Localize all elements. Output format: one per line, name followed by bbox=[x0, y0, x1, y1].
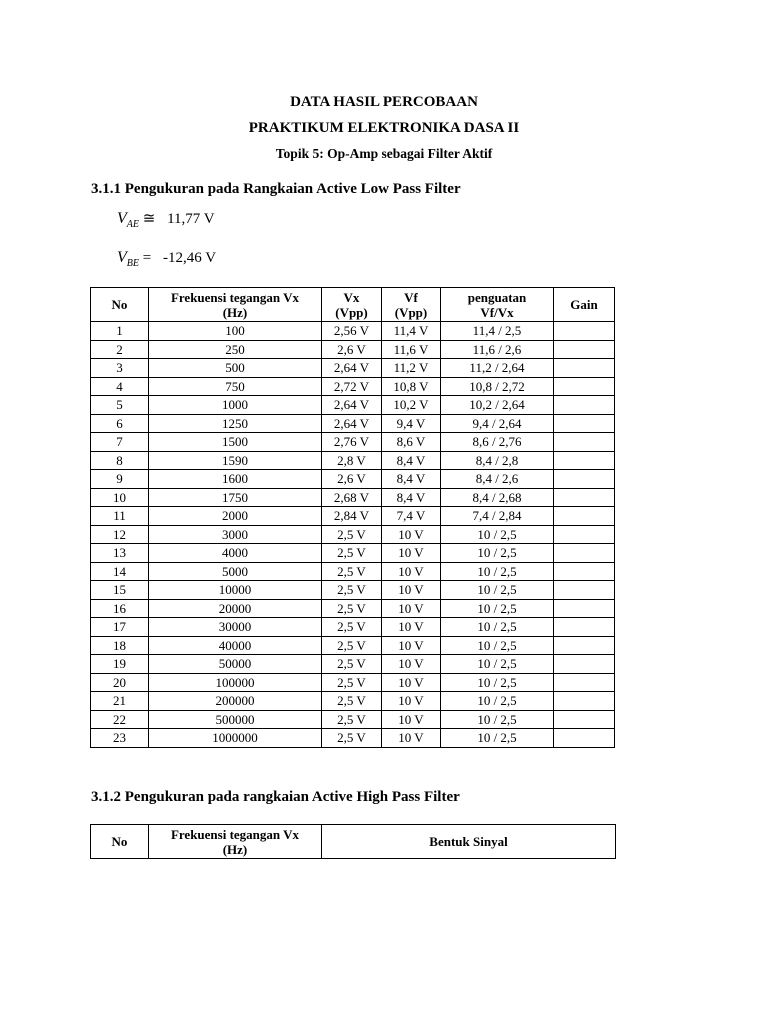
cell-vx: 2,64 V bbox=[322, 396, 382, 415]
cell-no: 11 bbox=[91, 507, 149, 526]
cell-amplification: 10 / 2,5 bbox=[441, 673, 554, 692]
cell-vf: 10 V bbox=[382, 710, 441, 729]
header-vx: Vx (Vpp) bbox=[322, 288, 382, 322]
vbe-measurement bbox=[117, 249, 216, 269]
table-row bbox=[91, 322, 615, 341]
cell-gain bbox=[554, 599, 615, 618]
cell-amplification: 10 / 2,5 bbox=[441, 636, 554, 655]
cell-amplification: 8,4 / 2,6 bbox=[441, 470, 554, 489]
table-row bbox=[91, 488, 615, 507]
cell-frequency: 1590 bbox=[149, 451, 322, 470]
vbe-value: -12,46 V bbox=[162, 250, 217, 266]
cell-vx: 2,6 V bbox=[322, 470, 382, 489]
low-pass-table-header bbox=[91, 288, 615, 322]
table-row bbox=[91, 433, 615, 452]
section-high-pass-title: 3.1.2 Pengukuran pada rangkaian Active High Pass Filter bbox=[91, 789, 460, 805]
cell-no: 4 bbox=[91, 377, 149, 396]
cell-no: 19 bbox=[91, 655, 149, 674]
cell-amplification: 10,2 / 2,64 bbox=[441, 396, 554, 415]
cell-vf: 10 V bbox=[382, 618, 441, 637]
cell-gain bbox=[554, 322, 615, 341]
table-row bbox=[91, 470, 615, 489]
cell-vf: 7,4 V bbox=[382, 507, 441, 526]
cell-vf: 10 V bbox=[382, 544, 441, 563]
cell-vf: 10 V bbox=[382, 581, 441, 600]
cell-frequency: 750 bbox=[149, 377, 322, 396]
cell-vf: 10 V bbox=[382, 692, 441, 711]
table-row bbox=[91, 729, 615, 748]
cell-no: 9 bbox=[91, 470, 149, 489]
cell-gain bbox=[554, 488, 615, 507]
low-pass-table-body bbox=[91, 322, 615, 748]
header-no: No bbox=[91, 825, 149, 859]
table-row bbox=[91, 377, 615, 396]
high-pass-table-header bbox=[91, 825, 616, 859]
cell-vx: 2,6 V bbox=[322, 340, 382, 359]
cell-gain bbox=[554, 544, 615, 563]
cell-vf: 9,4 V bbox=[382, 414, 441, 433]
cell-no: 14 bbox=[91, 562, 149, 581]
cell-gain bbox=[554, 377, 615, 396]
topic-title: Topik 5: Op-Amp sebagai Filter Aktif bbox=[275, 146, 493, 161]
cell-vx: 2,5 V bbox=[322, 581, 382, 600]
cell-amplification: 10 / 2,5 bbox=[441, 525, 554, 544]
vae-relation: ≅ bbox=[142, 211, 156, 227]
cell-no: 12 bbox=[91, 525, 149, 544]
table-row bbox=[91, 359, 615, 378]
cell-frequency: 4000 bbox=[149, 544, 322, 563]
cell-no: 22 bbox=[91, 710, 149, 729]
cell-gain bbox=[554, 618, 615, 637]
cell-no: 2 bbox=[91, 340, 149, 359]
cell-no: 21 bbox=[91, 692, 149, 711]
table-row bbox=[91, 451, 615, 470]
vae-measurement bbox=[117, 209, 215, 230]
vbe-symbol: V bbox=[117, 249, 127, 266]
cell-gain bbox=[554, 636, 615, 655]
cell-vf: 8,4 V bbox=[382, 451, 441, 470]
cell-vx: 2,56 V bbox=[322, 322, 382, 341]
cell-vx: 2,5 V bbox=[322, 729, 382, 748]
table-row bbox=[91, 618, 615, 637]
table-row bbox=[91, 599, 615, 618]
cell-no: 23 bbox=[91, 729, 149, 748]
cell-amplification: 9,4 / 2,64 bbox=[441, 414, 554, 433]
cell-gain bbox=[554, 396, 615, 415]
cell-amplification: 8,4 / 2,68 bbox=[441, 488, 554, 507]
cell-gain bbox=[554, 710, 615, 729]
cell-frequency: 20000 bbox=[149, 599, 322, 618]
cell-amplification: 10 / 2,5 bbox=[441, 710, 554, 729]
table-row bbox=[91, 414, 615, 433]
cell-vx: 2,5 V bbox=[322, 618, 382, 637]
table-row bbox=[91, 562, 615, 581]
cell-gain bbox=[554, 470, 615, 489]
cell-vx: 2,5 V bbox=[322, 544, 382, 563]
cell-vf: 10,2 V bbox=[382, 396, 441, 415]
header-frequency: Frekuensi tegangan Vx (Hz) bbox=[149, 825, 322, 859]
cell-amplification: 10 / 2,5 bbox=[441, 729, 554, 748]
cell-frequency: 5000 bbox=[149, 562, 322, 581]
cell-vf: 10 V bbox=[382, 636, 441, 655]
cell-amplification: 10 / 2,5 bbox=[441, 581, 554, 600]
cell-gain bbox=[554, 581, 615, 600]
table-row bbox=[91, 525, 615, 544]
cell-no: 15 bbox=[91, 581, 149, 600]
vbe-relation: = bbox=[142, 250, 152, 266]
vae-symbol: V bbox=[117, 210, 127, 227]
cell-vx: 2,8 V bbox=[322, 451, 382, 470]
cell-amplification: 10 / 2,5 bbox=[441, 618, 554, 637]
cell-vx: 2,5 V bbox=[322, 710, 382, 729]
cell-gain bbox=[554, 673, 615, 692]
table-row bbox=[91, 507, 615, 526]
high-pass-table bbox=[90, 824, 616, 859]
cell-no: 10 bbox=[91, 488, 149, 507]
cell-amplification: 10 / 2,5 bbox=[441, 692, 554, 711]
vae-subscript: AE bbox=[126, 219, 139, 230]
cell-vf: 10 V bbox=[382, 525, 441, 544]
cell-gain bbox=[554, 507, 615, 526]
cell-gain bbox=[554, 729, 615, 748]
cell-vx: 2,72 V bbox=[322, 377, 382, 396]
cell-gain bbox=[554, 414, 615, 433]
cell-vf: 10 V bbox=[382, 562, 441, 581]
cell-vf: 8,4 V bbox=[382, 488, 441, 507]
cell-vx: 2,5 V bbox=[322, 655, 382, 674]
cell-vf: 10 V bbox=[382, 673, 441, 692]
table-row bbox=[91, 636, 615, 655]
cell-no: 13 bbox=[91, 544, 149, 563]
cell-amplification: 10 / 2,5 bbox=[441, 655, 554, 674]
cell-vf: 8,6 V bbox=[382, 433, 441, 452]
document-title: DATA HASIL PERCOBAAN bbox=[290, 94, 478, 110]
table-row bbox=[91, 396, 615, 415]
cell-vx: 2,76 V bbox=[322, 433, 382, 452]
cell-frequency: 50000 bbox=[149, 655, 322, 674]
table-row bbox=[91, 673, 615, 692]
cell-frequency: 1000 bbox=[149, 396, 322, 415]
cell-amplification: 10 / 2,5 bbox=[441, 544, 554, 563]
cell-amplification: 10 / 2,5 bbox=[441, 599, 554, 618]
cell-vx: 2,5 V bbox=[322, 562, 382, 581]
cell-frequency: 10000 bbox=[149, 581, 322, 600]
cell-frequency: 500000 bbox=[149, 710, 322, 729]
cell-no: 8 bbox=[91, 451, 149, 470]
cell-vf: 8,4 V bbox=[382, 470, 441, 489]
section-low-pass-title: 3.1.1 Pengukuran pada Rangkaian Active Low Pass Filter bbox=[91, 181, 461, 197]
cell-gain bbox=[554, 692, 615, 711]
cell-amplification: 11,6 / 2,6 bbox=[441, 340, 554, 359]
cell-no: 1 bbox=[91, 322, 149, 341]
table-row bbox=[91, 340, 615, 359]
cell-frequency: 2000 bbox=[149, 507, 322, 526]
cell-vx: 2,5 V bbox=[322, 692, 382, 711]
cell-amplification: 10,8 / 2,72 bbox=[441, 377, 554, 396]
low-pass-table bbox=[90, 287, 615, 748]
cell-vx: 2,64 V bbox=[322, 359, 382, 378]
cell-gain bbox=[554, 359, 615, 378]
cell-amplification: 10 / 2,5 bbox=[441, 562, 554, 581]
cell-frequency: 200000 bbox=[149, 692, 322, 711]
table-row bbox=[91, 581, 615, 600]
cell-no: 16 bbox=[91, 599, 149, 618]
cell-no: 7 bbox=[91, 433, 149, 452]
cell-vx: 2,5 V bbox=[322, 599, 382, 618]
cell-no: 17 bbox=[91, 618, 149, 637]
cell-frequency: 250 bbox=[149, 340, 322, 359]
table-row bbox=[91, 710, 615, 729]
cell-frequency: 1750 bbox=[149, 488, 322, 507]
cell-frequency: 1250 bbox=[149, 414, 322, 433]
header-signal-shape: Bentuk Sinyal bbox=[322, 825, 616, 859]
table-row bbox=[91, 655, 615, 674]
cell-no: 3 bbox=[91, 359, 149, 378]
header-frequency: Frekuensi tegangan Vx (Hz) bbox=[149, 288, 322, 322]
table-row bbox=[91, 692, 615, 711]
cell-frequency: 1600 bbox=[149, 470, 322, 489]
cell-vx: 2,5 V bbox=[322, 673, 382, 692]
cell-vf: 10,8 V bbox=[382, 377, 441, 396]
cell-vx: 2,84 V bbox=[322, 507, 382, 526]
cell-vf: 10 V bbox=[382, 655, 441, 674]
cell-gain bbox=[554, 525, 615, 544]
header-no: No bbox=[91, 288, 149, 322]
header-vf: Vf (Vpp) bbox=[382, 288, 441, 322]
cell-amplification: 7,4 / 2,84 bbox=[441, 507, 554, 526]
cell-vx: 2,5 V bbox=[322, 636, 382, 655]
vae-value: 11,77 V bbox=[167, 211, 215, 227]
cell-amplification: 8,6 / 2,76 bbox=[441, 433, 554, 452]
cell-amplification: 8,4 / 2,8 bbox=[441, 451, 554, 470]
cell-frequency: 1000000 bbox=[149, 729, 322, 748]
cell-frequency: 40000 bbox=[149, 636, 322, 655]
cell-frequency: 100000 bbox=[149, 673, 322, 692]
cell-frequency: 30000 bbox=[149, 618, 322, 637]
cell-amplification: 11,2 / 2,64 bbox=[441, 359, 554, 378]
vbe-subscript: BE bbox=[126, 258, 139, 269]
cell-gain bbox=[554, 340, 615, 359]
header-gain: Gain bbox=[554, 288, 615, 322]
cell-gain bbox=[554, 451, 615, 470]
cell-frequency: 3000 bbox=[149, 525, 322, 544]
cell-vf: 10 V bbox=[382, 729, 441, 748]
cell-gain bbox=[554, 562, 615, 581]
cell-frequency: 500 bbox=[149, 359, 322, 378]
table-row bbox=[91, 544, 615, 563]
cell-frequency: 100 bbox=[149, 322, 322, 341]
cell-no: 20 bbox=[91, 673, 149, 692]
header-amplification: penguatan Vf/Vx bbox=[441, 288, 554, 322]
cell-gain bbox=[554, 655, 615, 674]
cell-vx: 2,68 V bbox=[322, 488, 382, 507]
cell-vf: 11,6 V bbox=[382, 340, 441, 359]
cell-vx: 2,5 V bbox=[322, 525, 382, 544]
document-subtitle: PRAKTIKUM ELEKTRONIKA DASA II bbox=[248, 120, 520, 136]
cell-gain bbox=[554, 433, 615, 452]
cell-vx: 2,64 V bbox=[322, 414, 382, 433]
cell-vf: 11,2 V bbox=[382, 359, 441, 378]
cell-vf: 11,4 V bbox=[382, 322, 441, 341]
cell-frequency: 1500 bbox=[149, 433, 322, 452]
cell-no: 18 bbox=[91, 636, 149, 655]
cell-vf: 10 V bbox=[382, 599, 441, 618]
cell-amplification: 11,4 / 2,5 bbox=[441, 322, 554, 341]
cell-no: 5 bbox=[91, 396, 149, 415]
cell-no: 6 bbox=[91, 414, 149, 433]
